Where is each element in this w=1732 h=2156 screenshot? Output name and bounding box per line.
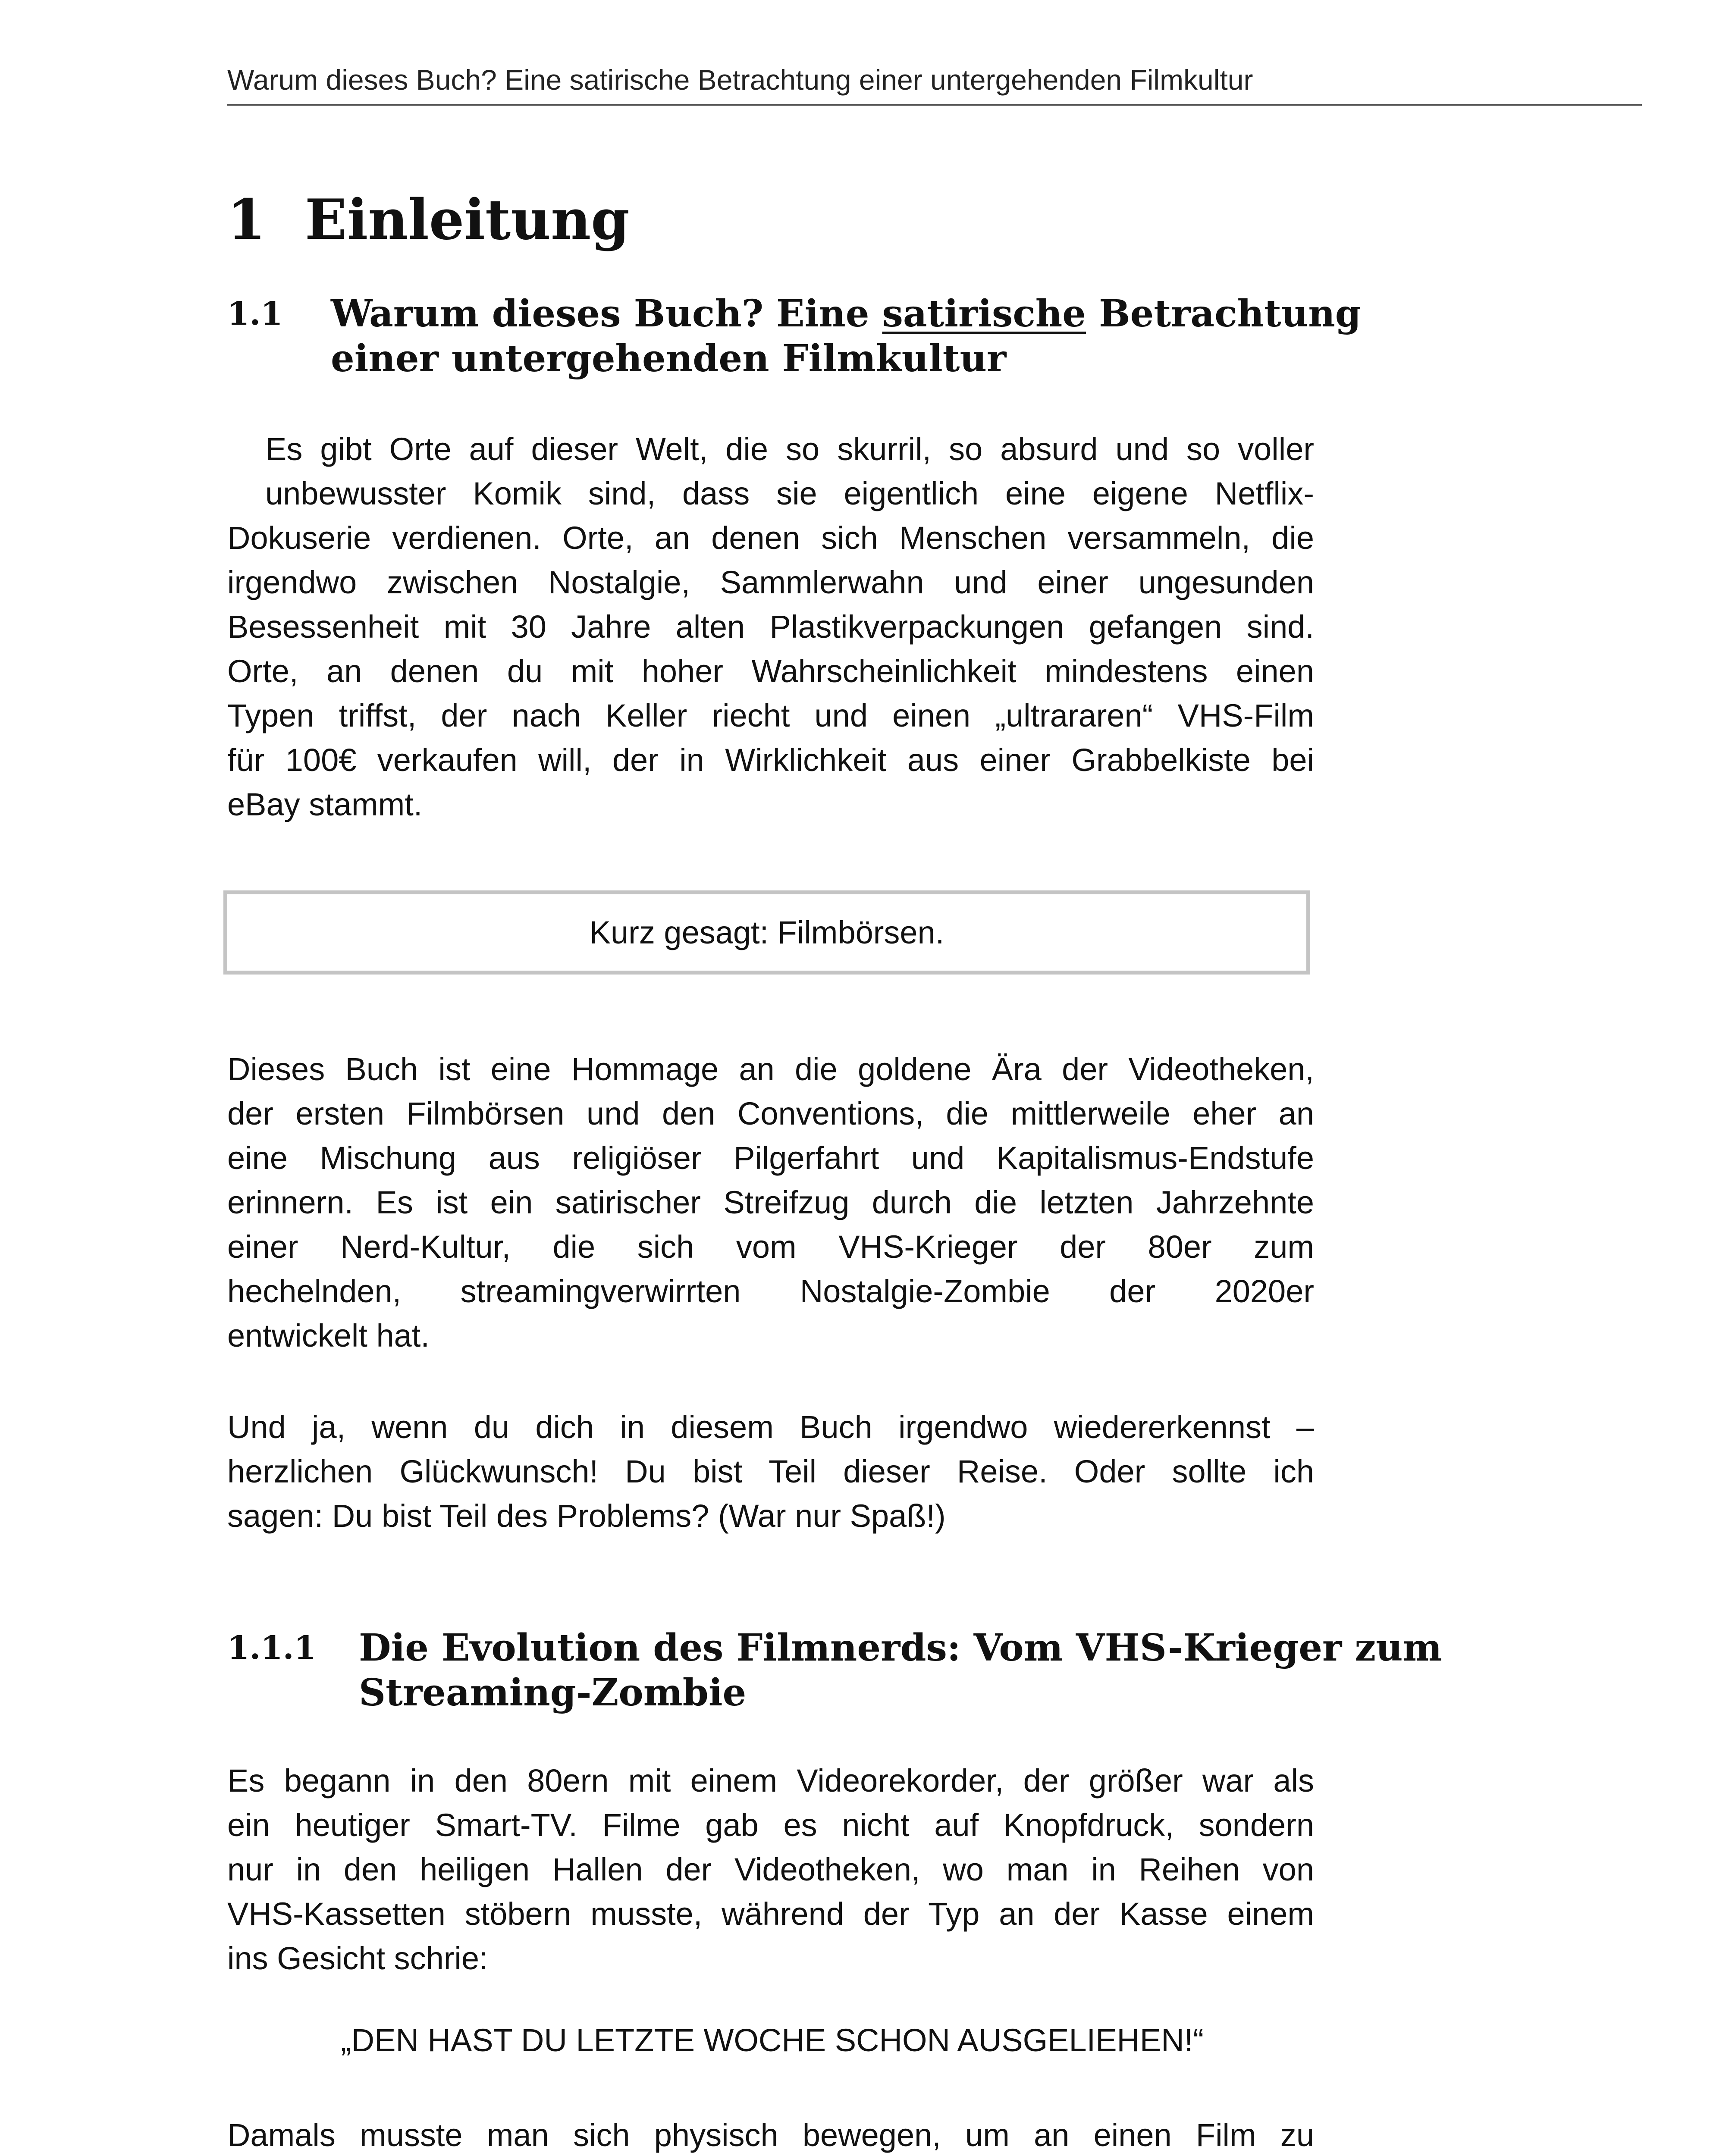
text-line: Es gibt Orte auf dieser Welt, die so skurril, so absurd und so voller <box>265 431 1314 467</box>
text-line: für 100€ verkaufen will, der in Wirklichkeit aus einer Grabbelkiste bei <box>227 742 1314 778</box>
summary-text: Kurz gesagt: Filmbörsen. <box>589 915 944 950</box>
text-line: der ersten Filmbörsen und den Conventions, die mittlerweile eher an <box>227 1096 1314 1131</box>
text-line: sagen: Du bist Teil des Problems? (War nur Spaß!) <box>227 1498 946 1534</box>
subsection-title-line-1: Die Evolution des Filmnerds: Vom VHS-Krieger zum <box>359 1626 1442 1670</box>
section-title-line-2: einer untergehenden Filmkultur <box>331 337 1007 380</box>
section-title-line-1 <box>331 291 1361 336</box>
text-line: ins Gesicht schrie: <box>227 1940 488 1976</box>
quote-text: „DEN HAST DU LETZTE WOCHE SCHON AUSGELIEHEN!“ <box>341 2022 1204 2058</box>
text-line: Damals musste man sich physisch bewegen, um an einen Film zu <box>227 2117 1314 2153</box>
running-header <box>227 60 1642 106</box>
text-line: Dieses Buch ist eine Hommage an die goldene Ära der Videotheken, <box>227 1051 1314 1087</box>
text-line: eBay stammt. <box>227 787 423 822</box>
text-line: hechelnden, streamingverwirrten Nostalgie-Zombie der 2020er <box>227 1273 1314 1309</box>
subsection-number: 1.1.1 <box>227 1630 316 1667</box>
text-line: erinnern. Es ist ein satirischer Streifzug durch die letzten Jahrzehnte <box>227 1185 1314 1220</box>
chapter-heading <box>227 181 1607 259</box>
paragraph-hommage <box>227 1047 1314 1358</box>
text-line: Es begann in den 80ern mit einem Videorekorder, der größer war als <box>227 1763 1314 1799</box>
section-heading-1-1-1 <box>227 1626 1442 1720</box>
text-line: Besessenheit mit 30 Jahre alten Plastikverpackungen gefangen sind. <box>227 609 1314 645</box>
paragraph-80s <box>227 1758 1314 1981</box>
text-line: irgendwo zwischen Nostalgie, Sammlerwahn und einer ungesunden <box>227 564 1314 600</box>
text-line: VHS-Kassetten stöbern musste, während der Typ an der Kasse einem <box>227 1896 1314 1932</box>
running-header-title: Warum dieses Buch? Eine satirische Betrachtung einer untergehenden Filmkultur <box>227 64 1253 96</box>
chapter-title: Einleitung <box>305 188 630 252</box>
text-line: ein heutiger Smart-TV. Filme gab es nicht auf Knopfdruck, sondern <box>227 1807 1314 1843</box>
paragraph-rewind <box>227 2113 1314 2156</box>
summary-box <box>223 890 1310 975</box>
chapter-number: 1 <box>227 188 266 252</box>
text-line: Orte, an denen du mit hoher Wahrscheinlichkeit mindestens einen <box>227 653 1314 689</box>
section-title-text: Betrachtung <box>1086 292 1361 335</box>
shouted-quote <box>341 2018 1204 2062</box>
section-heading-1-1 <box>227 291 1361 386</box>
text-line: herzlichen Glückwunsch! Du bist Teil dieser Reise. Oder sollte ich <box>227 1454 1314 1489</box>
text-line: Und ja, wenn du dich in diesem Buch irgendwo wiedererkennst – <box>227 1409 1314 1445</box>
text-line: nur in den heiligen Hallen der Videotheken, wo man in Reihen von <box>227 1852 1314 1887</box>
text-line: Dokuserie verdienen. Orte, an denen sich Menschen versammeln, die <box>227 520 1314 556</box>
text-line: eine Mischung aus religiöser Pilgerfahrt und Kapitalismus-Endstufe <box>227 1140 1314 1176</box>
section-number: 1.1 <box>227 295 283 332</box>
text-line: einer Nerd-Kultur, die sich vom VHS-Krieger der 80er zum <box>227 1229 1314 1265</box>
text-line: entwickelt hat. <box>227 1318 430 1354</box>
section-title <box>331 291 1361 381</box>
paragraph-recognition <box>227 1405 1314 1538</box>
text-line: unbewusster Komik sind, dass sie eigentlich eine eigene Netflix- <box>265 476 1314 511</box>
section-title-text: Warum dieses Buch? Eine <box>331 292 882 335</box>
paragraph-intro <box>227 427 1314 827</box>
text-line: Typen triffst, der nach Keller riecht und einen „ultrararen“ VHS-Film <box>227 698 1314 733</box>
subsection-title <box>359 1626 1442 1715</box>
section-title-underlined-word: satirische <box>882 292 1086 335</box>
subsection-title-line-2: Streaming-Zombie <box>359 1671 747 1714</box>
